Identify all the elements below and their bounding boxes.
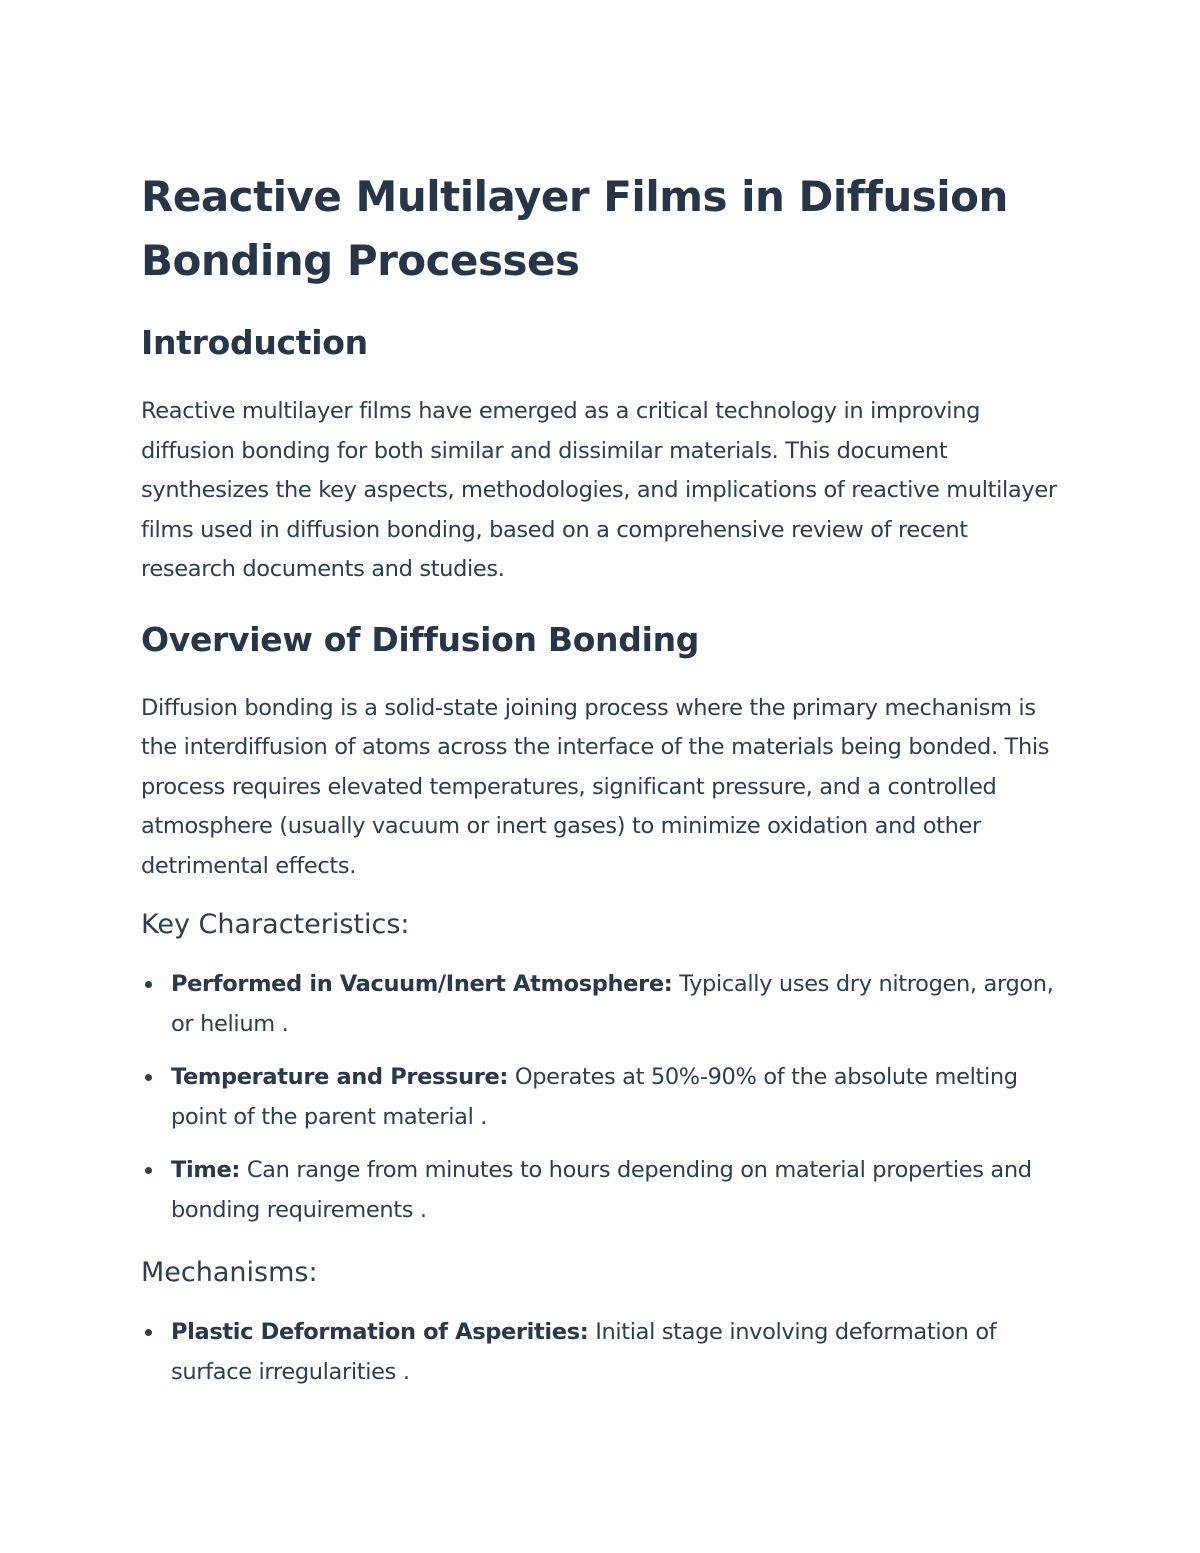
document-page bbox=[141, 165, 1061, 1406]
mechanisms-list bbox=[141, 1313, 1061, 1392]
introduction-heading: Introduction bbox=[141, 323, 368, 362]
list-item-text: Can range from minutes to hours depending on material properties and bonding requirements . bbox=[171, 1157, 1032, 1223]
bullet-icon bbox=[145, 981, 152, 988]
list-item-text: Operates at 50%-90% of the absolute melting point of the parent material . bbox=[171, 1064, 1018, 1130]
bullet-icon bbox=[145, 1167, 152, 1174]
bullet-icon bbox=[145, 1329, 152, 1336]
list-item-term: Plastic Deformation of Asperities: bbox=[171, 1319, 589, 1345]
list-item bbox=[141, 1313, 1061, 1392]
document-title: Reactive Multilayer Films in Diffusion Bonding Processes bbox=[141, 172, 1008, 285]
list-item-term: Time: bbox=[171, 1157, 241, 1183]
list-item-text: Initial stage involving deformation of surface irregularities . bbox=[171, 1319, 997, 1385]
overview-paragraph: Diffusion bonding is a solid-state joining process where the primary mechanism is the interdiffusion of atoms across the interface of the materials being bonded. This process requires elevated temperatures, significant pressure, and a controlled atmosphere (usually vacuum or inert gases) to minimize oxidation and other detrimental effects. bbox=[141, 694, 1050, 879]
mechanisms-heading: Mechanisms: bbox=[141, 1257, 318, 1288]
list-item bbox=[141, 1058, 1061, 1137]
overview-heading: Overview of Diffusion Bonding bbox=[141, 619, 700, 659]
list-item bbox=[141, 1151, 1061, 1230]
introduction-paragraph: Reactive multilayer films have emerged as a critical technology in improving diffusion bonding for both similar and dissimilar materials. This document synthesizes the key aspects, methodologies, and implications of reactive multilayer films used in diffusion bonding, based on a comprehensive review of recent research documents and studies. bbox=[141, 398, 1057, 582]
list-item bbox=[141, 965, 1061, 1044]
list-item-term: Performed in Vacuum/Inert Atmosphere: bbox=[171, 971, 673, 997]
key-characteristics-heading: Key Characteristics: bbox=[141, 909, 410, 940]
list-item-term: Temperature and Pressure: bbox=[171, 1064, 509, 1090]
list-item-text: Typically uses dry nitrogen, argon, or helium . bbox=[171, 971, 1054, 1037]
key-characteristics-list bbox=[141, 965, 1061, 1230]
bullet-icon bbox=[145, 1074, 152, 1081]
